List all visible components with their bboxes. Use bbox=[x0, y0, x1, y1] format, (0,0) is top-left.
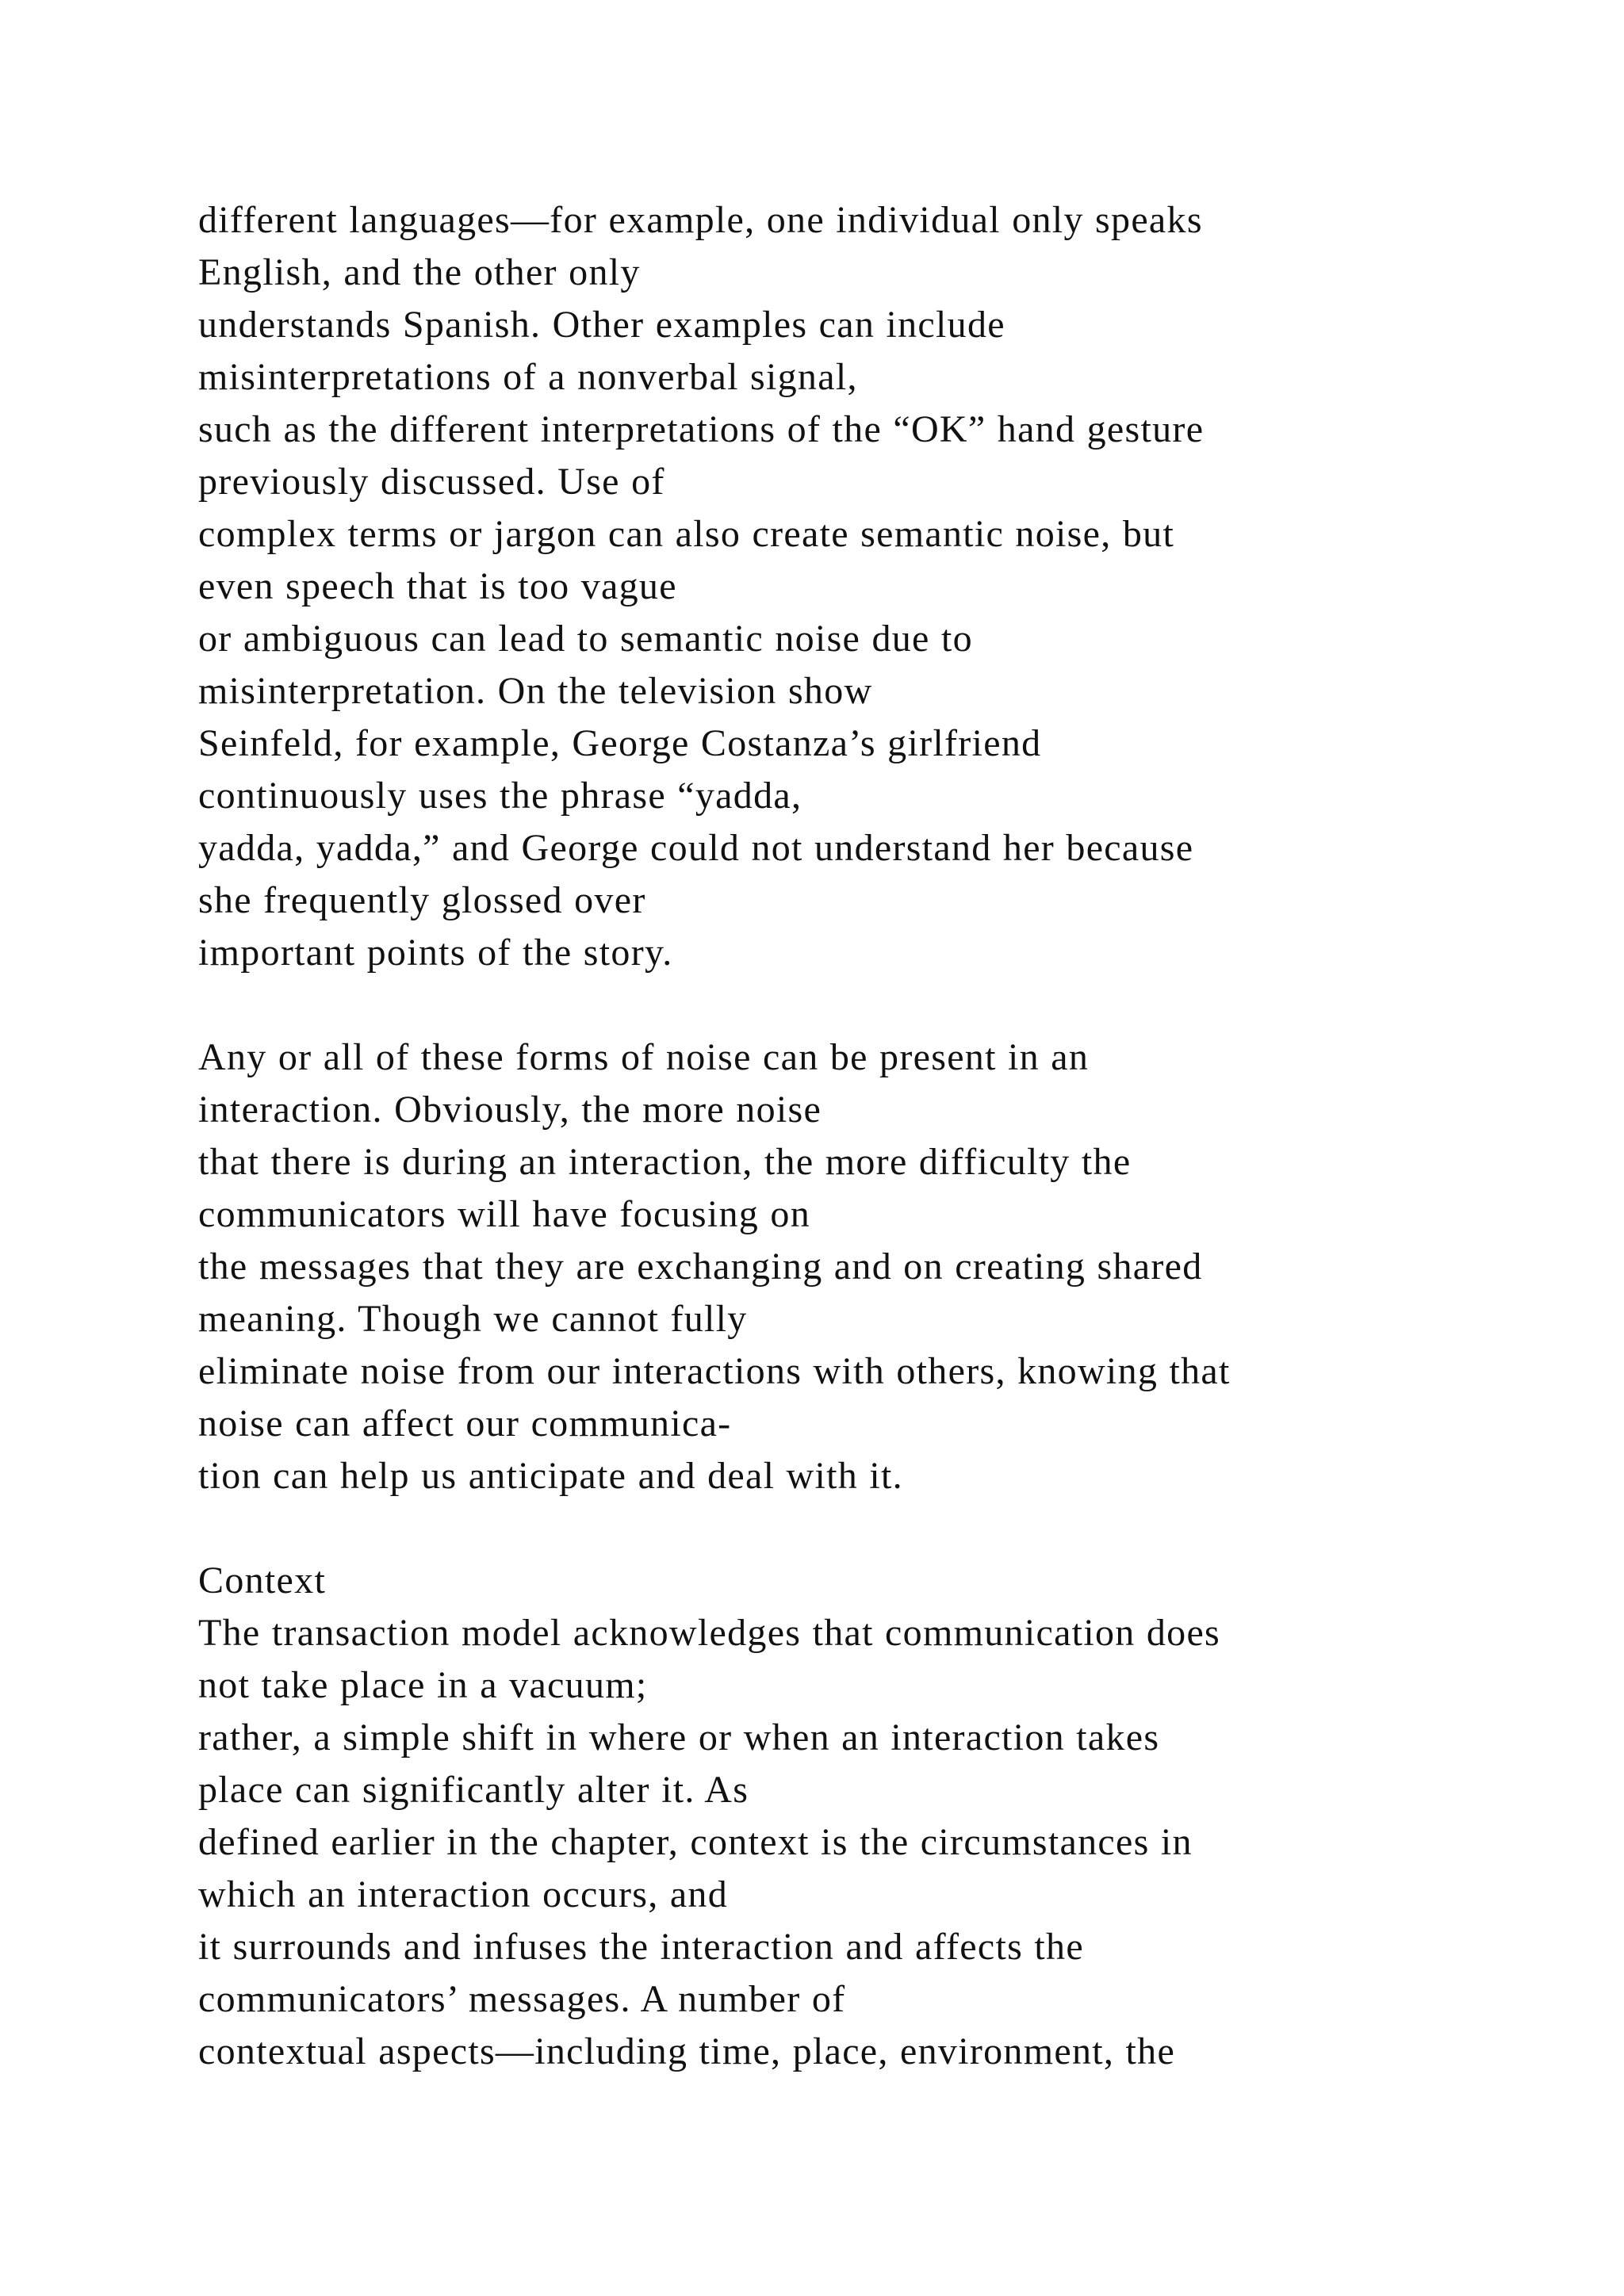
text-line: or ambiguous can lead to semantic noise due to bbox=[198, 618, 973, 660]
paragraph-semantic-noise bbox=[198, 194, 1546, 979]
text-line: misinterpretations of a nonverbal signal, bbox=[198, 356, 858, 398]
text-line: misinterpretation. On the television show bbox=[198, 670, 873, 712]
text-line: meaning. Though we cannot fully bbox=[198, 1298, 748, 1340]
text-line: Any or all of these forms of noise can be present in an bbox=[198, 1036, 1090, 1078]
paragraph-gap bbox=[198, 1502, 1546, 1555]
text-line: Seinfeld, for example, George Costanza’s girlfriend bbox=[198, 722, 1042, 764]
document-body bbox=[198, 194, 1546, 2078]
text-line: yadda, yadda,” and George could not understand her because bbox=[198, 827, 1194, 869]
text-line: that there is during an interaction, the more difficulty the bbox=[198, 1141, 1132, 1183]
text-line: eliminate noise from our interactions with others, knowing that bbox=[198, 1350, 1231, 1392]
text-line: rather, a simple shift in where or when an interaction takes bbox=[198, 1716, 1160, 1758]
text-line: the messages that they are exchanging and on creating shared bbox=[198, 1246, 1203, 1288]
text-line: interaction. Obviously, the more noise bbox=[198, 1089, 822, 1131]
paragraph-gap bbox=[198, 979, 1546, 1031]
text-line: communicators’ messages. A number of bbox=[198, 1978, 846, 2020]
text-line: defined earlier in the chapter, context is the circumstances in bbox=[198, 1821, 1193, 1863]
text-line: continuously uses the phrase “yadda, bbox=[198, 775, 802, 817]
paragraph-noise-summary bbox=[198, 1031, 1546, 1502]
text-line: noise can affect our communica- bbox=[198, 1402, 732, 1445]
text-line: such as the different interpretations of the “OK” hand gesture bbox=[198, 408, 1205, 450]
text-line: tion can help us anticipate and deal with it. bbox=[198, 1455, 903, 1497]
text-line: The transaction model acknowledges that communication does bbox=[198, 1612, 1221, 1654]
text-line: even speech that is too vague bbox=[198, 565, 677, 607]
text-line: contextual aspects—including time, place, environment, the bbox=[198, 2030, 1176, 2072]
text-line: place can significantly alter it. As bbox=[198, 1769, 749, 1811]
text-line: understands Spanish. Other examples can include bbox=[198, 304, 1005, 346]
text-line: not take place in a vacuum; bbox=[198, 1664, 648, 1706]
text-line: it surrounds and infuses the interaction and affects the bbox=[198, 1926, 1084, 1968]
text-line: complex terms or jargon can also create semantic noise, but bbox=[198, 513, 1175, 555]
paragraph-context bbox=[198, 1555, 1546, 2078]
text-line: which an interaction occurs, and bbox=[198, 1873, 729, 1915]
text-line: English, and the other only bbox=[198, 251, 641, 293]
text-line: communicators will have focusing on bbox=[198, 1193, 811, 1235]
section-heading: Context bbox=[198, 1559, 327, 1601]
text-line: important points of the story. bbox=[198, 932, 673, 974]
text-line: she frequently glossed over bbox=[198, 879, 646, 921]
text-line: different languages—for example, one individual only speaks bbox=[198, 199, 1203, 241]
text-line: previously discussed. Use of bbox=[198, 461, 665, 503]
